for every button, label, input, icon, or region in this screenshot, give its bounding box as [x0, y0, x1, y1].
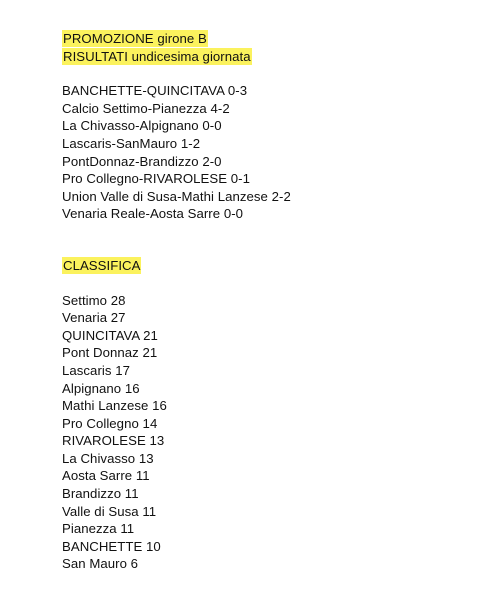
standing-row: Lascaris 17: [62, 362, 130, 378]
standing-row: Mathi Lanzese 16: [62, 398, 167, 414]
result-row: BANCHETTE-QUINCITAVA 0-3: [62, 83, 248, 99]
spacer: [62, 223, 462, 257]
standing-row: La Chivasso 13: [62, 450, 154, 466]
standing-row: Settimo 28: [62, 292, 126, 308]
title-line: [62, 30, 462, 48]
result-row: Venaria Reale-Aosta Sarre 0-0: [62, 206, 244, 222]
result-row: La Chivasso-Alpignano 0-0: [62, 118, 222, 134]
results-list: [62, 82, 462, 223]
standing-row: QUINCITAVA 21: [62, 327, 158, 343]
standings-title-line: [62, 257, 462, 275]
result-row: Lascaris-SanMauro 1-2: [62, 135, 201, 151]
result-row: PontDonnaz-Brandizzo 2-0: [62, 153, 222, 169]
standing-row: Venaria 27: [62, 310, 126, 326]
standing-row: Aosta Sarre 11: [62, 468, 150, 484]
standing-row: Valle di Susa 11: [62, 503, 157, 519]
standings-title: CLASSIFICA: [63, 257, 141, 273]
standing-row: BANCHETTE 10: [62, 538, 161, 554]
standing-row: Alpignano 16: [62, 380, 140, 396]
standing-row: Pianezza 11: [62, 521, 135, 537]
document-body: [62, 30, 462, 573]
standing-row: Pont Donnaz 21: [62, 345, 158, 361]
round-subtitle: RISULTATI undicesima giornata: [63, 48, 251, 64]
standing-row: Pro Collegno 14: [62, 415, 158, 431]
result-row: Calcio Settimo-Pianezza 4-2: [62, 100, 230, 116]
spacer: [62, 275, 462, 292]
standing-row: RIVAROLESE 13: [62, 433, 165, 449]
result-row: Pro Collegno-RIVAROLESE 0-1: [62, 171, 251, 187]
league-title: PROMOZIONE girone B: [63, 31, 207, 46]
standings-list: [62, 292, 462, 574]
standing-row: Brandizzo 11: [62, 486, 139, 502]
standing-row: San Mauro 6: [62, 556, 139, 572]
spacer: [62, 65, 462, 82]
result-row: Union Valle di Susa-Mathi Lanzese 2-2: [62, 188, 291, 204]
subtitle-line: [62, 48, 462, 66]
